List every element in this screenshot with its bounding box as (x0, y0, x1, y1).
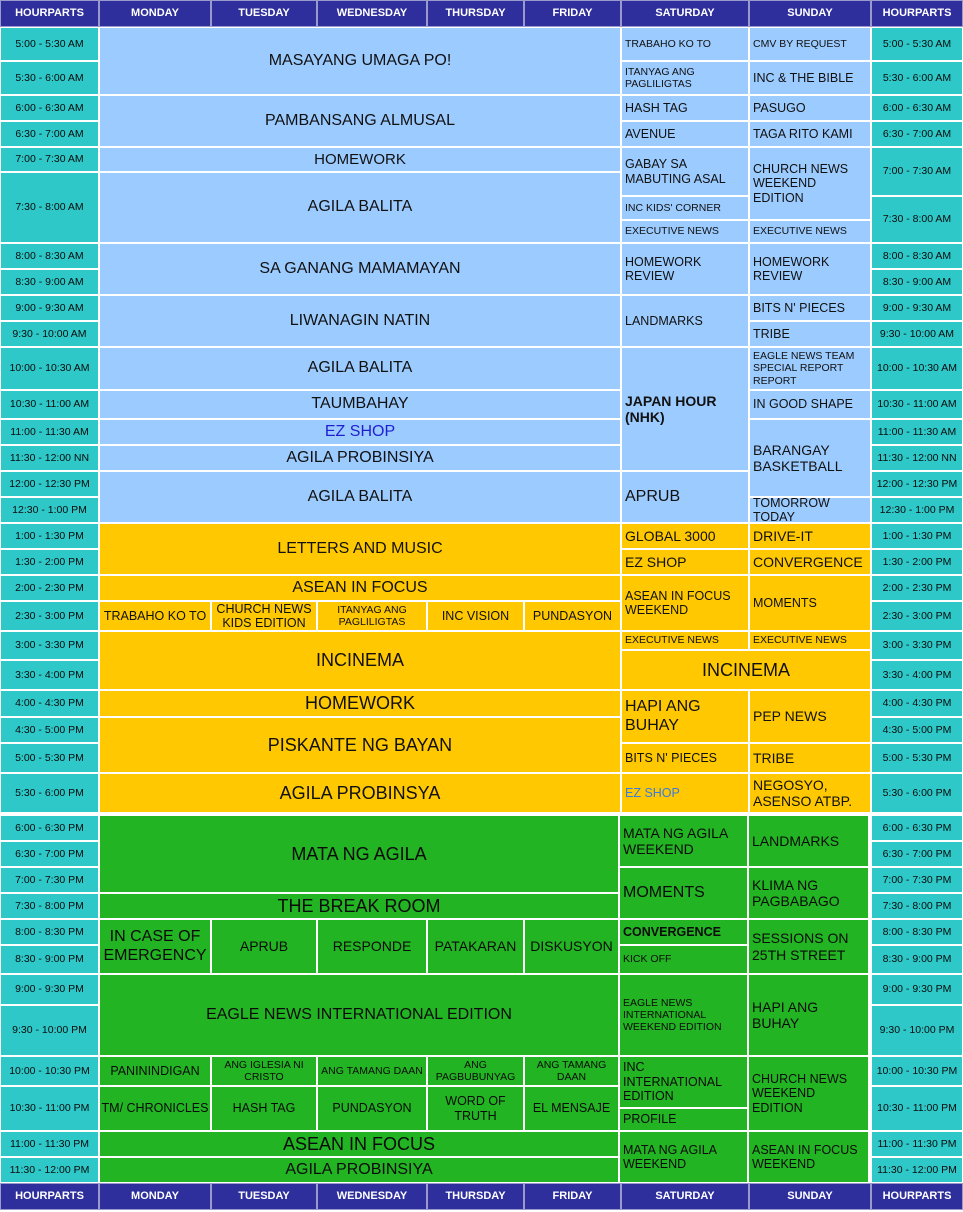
footer-wednesday: WEDNESDAY (317, 1183, 427, 1210)
program-block: BITS N' PIECES (621, 743, 749, 773)
program-block: HOMEWORK REVIEW (749, 243, 871, 295)
time-label: 3:30 - 4:00 PM (871, 660, 963, 690)
time-label: 11:00 - 11:30 PM (0, 1131, 99, 1157)
program-block: CHURCH NEWS WEEKEND EDITION (748, 1056, 869, 1131)
program-block: INCINEMA (99, 631, 621, 690)
program-block: LETTERS AND MUSIC (99, 523, 621, 575)
time-label: 7:00 - 7:30 PM (871, 867, 963, 893)
time-label: 8:30 - 9:00 PM (0, 945, 99, 974)
footer-hourparts-right: HOURPARTS (871, 1183, 963, 1210)
program-block: HOMEWORK REVIEW (621, 243, 749, 295)
time-label: 7:30 - 8:00 AM (0, 172, 99, 243)
header-wednesday: WEDNESDAY (317, 0, 427, 27)
program-block: KLIMA NG PAGBABAGO (748, 867, 869, 919)
time-label: 11:00 - 11:30 AM (871, 419, 963, 445)
header-saturday: SATURDAY (621, 0, 749, 27)
program-block: SESSIONS ON 25TH STREET (748, 919, 869, 974)
time-label: 1:00 - 1:30 PM (871, 523, 963, 549)
program-block: EXECUTIVE NEWS (749, 631, 871, 650)
program-block: EZ SHOP (621, 549, 749, 575)
time-label: 2:00 - 2:30 PM (871, 575, 963, 601)
time-label: 11:30 - 12:00 PM (871, 1157, 963, 1183)
program-block: HASH TAG (211, 1086, 317, 1131)
time-label: 12:00 - 12:30 PM (871, 471, 963, 497)
time-label: 3:00 - 3:30 PM (0, 631, 99, 660)
footer-saturday: SATURDAY (621, 1183, 749, 1210)
time-label: 8:00 - 8:30 PM (0, 919, 99, 945)
footer-thursday: THURSDAY (427, 1183, 524, 1210)
time-label: 5:30 - 6:00 PM (871, 773, 963, 813)
time-label: 8:30 - 9:00 AM (871, 269, 963, 295)
footer-sunday: SUNDAY (749, 1183, 871, 1210)
time-label: 2:00 - 2:30 PM (0, 575, 99, 601)
header-tuesday: TUESDAY (211, 0, 317, 27)
program-block: DISKUSYON (524, 919, 619, 974)
time-label: 6:30 - 7:00 AM (871, 121, 963, 147)
program-block: ASEAN IN FOCUS (99, 1131, 619, 1157)
program-block: ANG IGLESIA NI CRISTO (211, 1056, 317, 1086)
time-label: 9:30 - 10:00 PM (0, 1005, 99, 1056)
time-label: 9:00 - 9:30 AM (0, 295, 99, 321)
time-label: 12:30 - 1:00 PM (871, 497, 963, 523)
time-label: 6:30 - 7:00 AM (0, 121, 99, 147)
program-block: EXECUTIVE NEWS (749, 220, 871, 243)
program-block: AGILA PROBINSIYA (99, 1157, 619, 1183)
time-label: 5:30 - 6:00 AM (871, 61, 963, 95)
program-block: SA GANANG MAMAMAYAN (99, 243, 621, 295)
time-label: 4:30 - 5:00 PM (0, 717, 99, 743)
time-label: 5:30 - 6:00 AM (0, 61, 99, 95)
program-block: EAGLE NEWS TEAM SPECIAL REPORT REPORT (749, 347, 871, 390)
program-block: EZ SHOP (99, 419, 621, 445)
program-block: RESPONDE (317, 919, 427, 974)
time-label: 6:30 - 7:00 PM (0, 841, 99, 867)
time-label: 10:00 - 10:30 AM (0, 347, 99, 390)
program-block: INC KIDS' CORNER (621, 196, 749, 220)
program-block: ITANYAG ANG PAGLILIGTAS (621, 61, 749, 95)
program-block: HASH TAG (621, 95, 749, 121)
footer-hourparts-left: HOURPARTS (0, 1183, 99, 1210)
time-label: 4:00 - 4:30 PM (0, 690, 99, 717)
program-block: ANG TAMANG DAAN (317, 1056, 427, 1086)
time-label: 8:00 - 8:30 AM (871, 243, 963, 269)
time-label: 9:00 - 9:30 PM (871, 974, 963, 1005)
program-block: EAGLE NEWS INTERNATIONAL EDITION (99, 974, 619, 1056)
footer-monday: MONDAY (99, 1183, 211, 1210)
time-label: 11:30 - 12:00 NN (871, 445, 963, 471)
program-block: INC INTERNATIONAL EDITION (619, 1056, 748, 1108)
header-sunday: SUNDAY (749, 0, 871, 27)
time-label: 6:00 - 6:30 PM (0, 815, 99, 841)
program-block: ANG PAGBUBUNYAG (427, 1056, 524, 1086)
program-block: AGILA BALITA (99, 347, 621, 390)
program-block: MOMENTS (619, 867, 748, 919)
time-label: 9:00 - 9:30 AM (871, 295, 963, 321)
header-hourparts-left: HOURPARTS (0, 0, 99, 27)
time-label: 9:30 - 10:00 AM (0, 321, 99, 347)
program-block: HOMEWORK (99, 690, 621, 717)
program-block: THE BREAK ROOM (99, 893, 619, 919)
program-block: HAPI ANG BUHAY (621, 690, 749, 743)
time-label: 11:30 - 12:00 NN (0, 445, 99, 471)
program-block: EXECUTIVE NEWS (621, 220, 749, 243)
program-block: AVENUE (621, 121, 749, 147)
program-block: GABAY SA MABUTING ASAL (621, 147, 749, 196)
program-block: BITS N' PIECES (749, 295, 871, 321)
time-label: 8:00 - 8:30 AM (0, 243, 99, 269)
program-block: JAPAN HOUR (NHK) (621, 347, 749, 471)
program-block: ASEAN IN FOCUS WEEKEND (748, 1131, 869, 1183)
time-label: 10:30 - 11:00 AM (871, 390, 963, 419)
program-block: ASEAN IN FOCUS WEEKEND (621, 575, 749, 631)
time-label: 12:00 - 12:30 PM (0, 471, 99, 497)
program-block: HOMEWORK (99, 147, 621, 172)
program-block: CONVERGENCE (619, 919, 748, 945)
time-label: 8:00 - 8:30 PM (871, 919, 963, 945)
program-block: TRIBE (749, 321, 871, 347)
program-block: LANDMARKS (748, 815, 869, 867)
time-label: 9:00 - 9:30 PM (0, 974, 99, 1005)
program-block: APRUB (621, 471, 749, 523)
program-block: CONVERGENCE (749, 549, 871, 575)
time-label: 7:00 - 7:30 AM (0, 147, 99, 172)
program-block: ITANYAG ANG PAGLILIGTAS (317, 601, 427, 631)
time-label: 11:00 - 11:30 PM (871, 1131, 963, 1157)
program-block: CHURCH NEWS KIDS EDITION (211, 601, 317, 631)
time-label: 2:30 - 3:00 PM (871, 601, 963, 631)
time-label: 7:30 - 8:00 PM (871, 893, 963, 919)
time-label: 8:30 - 9:00 AM (0, 269, 99, 295)
time-label: 6:00 - 6:30 PM (871, 815, 963, 841)
program-block: TRABAHO KO TO (621, 27, 749, 61)
time-label: 10:30 - 11:00 AM (0, 390, 99, 419)
header-thursday: THURSDAY (427, 0, 524, 27)
program-block: INCINEMA (621, 650, 871, 690)
time-label: 4:30 - 5:00 PM (871, 717, 963, 743)
program-block: PEP NEWS (749, 690, 871, 743)
program-block: EAGLE NEWS INTERNATIONAL WEEKEND EDITION (619, 974, 748, 1056)
program-block: MOMENTS (749, 575, 871, 631)
program-block: PAMBANSANG ALMUSAL (99, 95, 621, 147)
time-label: 10:30 - 11:00 PM (871, 1086, 963, 1131)
time-label: 5:00 - 5:30 AM (0, 27, 99, 61)
time-label: 2:30 - 3:00 PM (0, 601, 99, 631)
program-block: AGILA PROBINSYA (99, 773, 621, 813)
program-block: TM/ CHRONICLES (99, 1086, 211, 1131)
time-label: 5:30 - 6:00 PM (0, 773, 99, 813)
time-label: 1:00 - 1:30 PM (0, 523, 99, 549)
program-block: AGILA BALITA (99, 172, 621, 243)
program-block: PATAKARAN (427, 919, 524, 974)
time-label: 12:30 - 1:00 PM (0, 497, 99, 523)
program-block: TAUMBAHAY (99, 390, 621, 419)
time-label: 5:00 - 5:30 PM (0, 743, 99, 773)
program-block: GLOBAL 3000 (621, 523, 749, 549)
program-block: AGILA BALITA (99, 471, 621, 523)
program-block: ANG TAMANG DAAN (524, 1056, 619, 1086)
time-label: 5:00 - 5:30 PM (871, 743, 963, 773)
program-block: MATA NG AGILA (99, 815, 619, 893)
program-block: WORD OF TRUTH (427, 1086, 524, 1131)
time-label: 10:30 - 11:00 PM (0, 1086, 99, 1131)
program-block: PROFILE (619, 1108, 748, 1131)
program-block: TAGA RITO KAMI (749, 121, 871, 147)
program-block: PUNDASYON (317, 1086, 427, 1131)
header-hourparts-right: HOURPARTS (871, 0, 963, 27)
program-block: LIWANAGIN NATIN (99, 295, 621, 347)
time-label: 9:30 - 10:00 AM (871, 321, 963, 347)
time-label: 8:30 - 9:00 PM (871, 945, 963, 974)
time-label: 7:00 - 7:30 PM (0, 867, 99, 893)
time-label: 10:00 - 10:30 AM (871, 347, 963, 390)
time-label: 4:00 - 4:30 PM (871, 690, 963, 717)
time-label: 10:00 - 10:30 PM (871, 1056, 963, 1086)
program-block: MATA NG AGILA WEEKEND (619, 1131, 748, 1183)
program-block: INC VISION (427, 601, 524, 631)
program-block: INC & THE BIBLE (749, 61, 871, 95)
footer-tuesday: TUESDAY (211, 1183, 317, 1210)
program-block: AGILA PROBINSIYA (99, 445, 621, 471)
program-block: IN CASE OF EMERGENCY (99, 919, 211, 974)
program-block: TRABAHO KO TO (99, 601, 211, 631)
time-label: 7:30 - 8:00 PM (0, 893, 99, 919)
program-block: TOMORROW TODAY (749, 497, 871, 523)
program-block: CMV BY REQUEST (749, 27, 871, 61)
program-block: MASAYANG UMAGA PO! (99, 27, 621, 95)
time-label: 11:00 - 11:30 AM (0, 419, 99, 445)
program-block: NEGOSYO, ASENSO ATBP. (749, 773, 871, 813)
program-block: EL MENSAJE (524, 1086, 619, 1131)
program-block: MATA NG AGILA WEEKEND (619, 815, 748, 867)
time-label: 6:00 - 6:30 AM (871, 95, 963, 121)
time-label: 1:30 - 2:00 PM (871, 549, 963, 575)
program-block: DRIVE-IT (749, 523, 871, 549)
program-block: EZ SHOP (621, 773, 749, 813)
time-label: 3:00 - 3:30 PM (871, 631, 963, 660)
time-label: 5:00 - 5:30 AM (871, 27, 963, 61)
program-block: ASEAN IN FOCUS (99, 575, 621, 601)
time-label: 10:00 - 10:30 PM (0, 1056, 99, 1086)
footer-friday: FRIDAY (524, 1183, 621, 1210)
time-label: 11:30 - 12:00 PM (0, 1157, 99, 1183)
program-block: PUNDASYON (524, 601, 621, 631)
time-label: 3:30 - 4:00 PM (0, 660, 99, 690)
program-block: CHURCH NEWS WEEKEND EDITION (749, 147, 871, 220)
program-block: PASUGO (749, 95, 871, 121)
header-monday: MONDAY (99, 0, 211, 27)
time-label: 7:00 - 7:30 AM (871, 147, 963, 196)
time-label: 1:30 - 2:00 PM (0, 549, 99, 575)
time-label: 9:30 - 10:00 PM (871, 1005, 963, 1056)
program-block: PANININDIGAN (99, 1056, 211, 1086)
program-block: TRIBE (749, 743, 871, 773)
time-label: 7:30 - 8:00 AM (871, 196, 963, 243)
header-friday: FRIDAY (524, 0, 621, 27)
program-block: HAPI ANG BUHAY (748, 974, 869, 1056)
time-label: 6:30 - 7:00 PM (871, 841, 963, 867)
program-block: EXECUTIVE NEWS (621, 631, 749, 650)
program-block: IN GOOD SHAPE (749, 390, 871, 419)
program-block: APRUB (211, 919, 317, 974)
program-block: KICK OFF (619, 945, 748, 974)
program-block: BARANGAY BASKETBALL (749, 419, 871, 497)
program-block: LANDMARKS (621, 295, 749, 347)
time-label: 6:00 - 6:30 AM (0, 95, 99, 121)
program-block: PISKANTE NG BAYAN (99, 717, 621, 773)
